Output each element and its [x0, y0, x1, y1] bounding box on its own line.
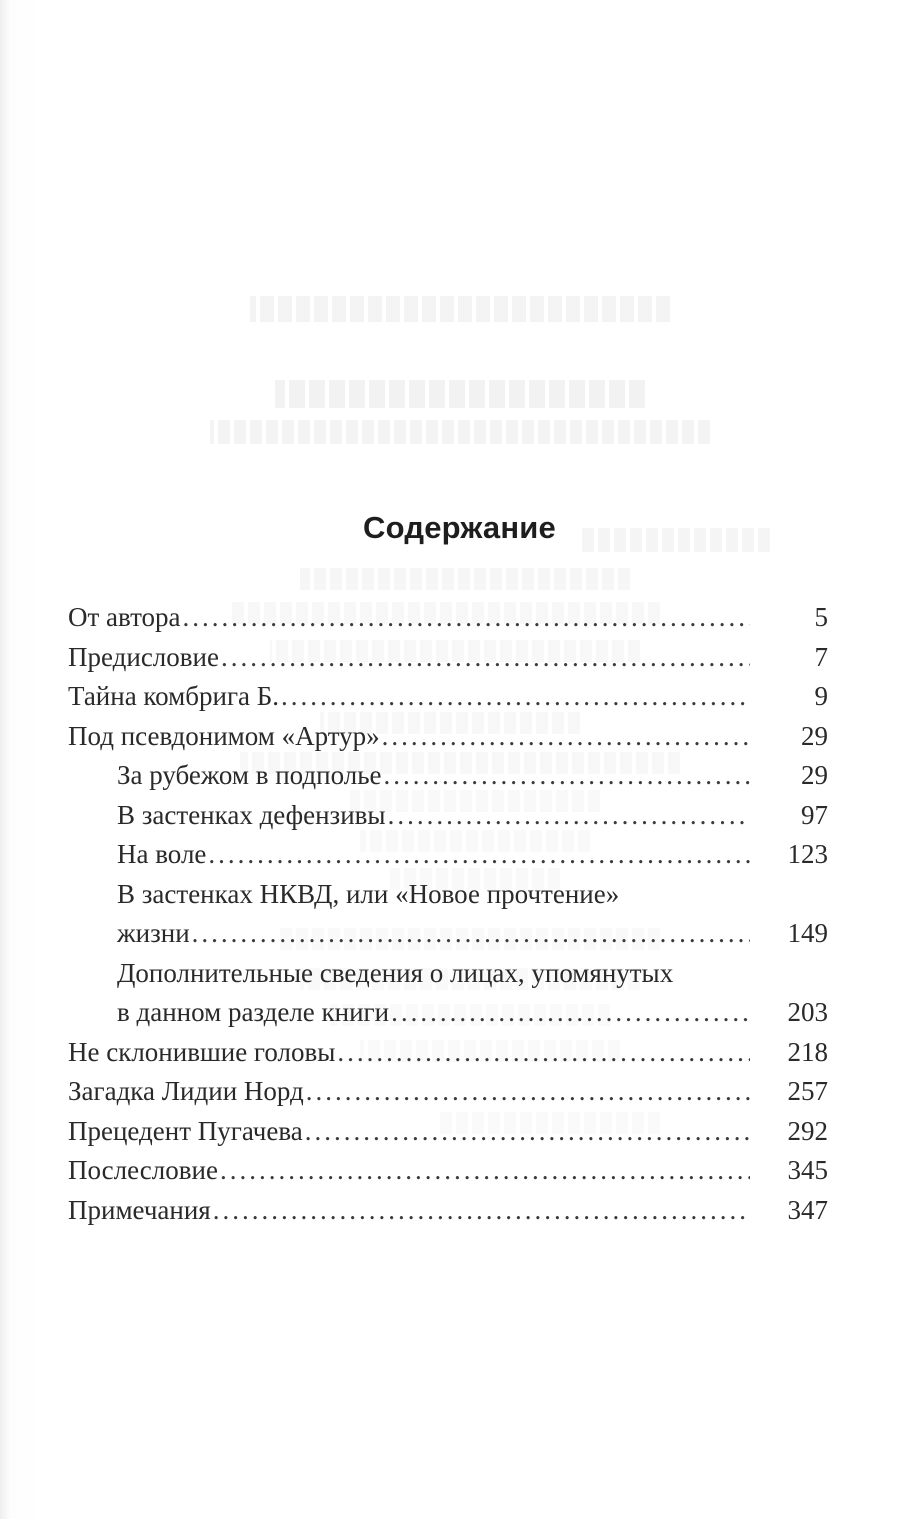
toc-entry[interactable]	[68, 598, 828, 638]
toc-subentry[interactable]	[68, 875, 828, 954]
toc-entry-page: 347	[787, 1194, 828, 1225]
toc-entry-label: Не склонившие головы	[68, 1036, 336, 1067]
toc-entry-label: Примечания	[68, 1194, 211, 1225]
toc-entry[interactable]	[68, 1191, 828, 1231]
toc-subentry[interactable]	[68, 756, 828, 796]
toc-entry-page: 292	[787, 1115, 828, 1146]
toc-entry-label: Послесловие	[68, 1155, 218, 1185]
leader-dots	[221, 638, 750, 678]
toc-entry-label: Предисловие	[68, 641, 219, 672]
toc-entry[interactable]	[68, 1072, 828, 1112]
leader-dots	[306, 1072, 750, 1112]
toc-entry-label-line1: Дополнительные сведения о лицах, упомянутых	[117, 957, 674, 988]
leader-dots	[391, 993, 750, 1033]
toc-entry-label: От автора	[68, 602, 181, 632]
toc-entry-label: Прецедент Пугачева	[68, 1115, 303, 1146]
toc-entry-label: В застенках дефензивы	[117, 799, 386, 830]
toc-subentry[interactable]	[68, 796, 828, 836]
leader-dots	[208, 835, 750, 875]
leader-dots	[281, 677, 750, 717]
leader-dots	[305, 1112, 750, 1152]
leader-dots	[388, 796, 750, 836]
toc-entry-page: 149	[787, 918, 828, 948]
leader-dots	[220, 1151, 750, 1191]
toc-entry-label-line1: В застенках НКВД, или «Новое прочтение»	[117, 878, 620, 909]
toc-entry-page: 123	[787, 839, 828, 869]
toc-entry-page: 9	[814, 681, 828, 711]
toc-entry-label: За рубежом в подполье	[117, 760, 382, 790]
toc-entry-label: Загадка Лидии Норд	[68, 1076, 304, 1106]
toc-entry-label: На воле	[117, 839, 207, 869]
leader-dots	[192, 914, 750, 954]
table-of-contents	[68, 598, 828, 1230]
leader-dots	[337, 1033, 750, 1073]
toc-entry[interactable]	[68, 717, 828, 757]
toc-entry[interactable]	[68, 1033, 828, 1073]
leader-dots	[213, 1191, 750, 1231]
toc-entry[interactable]	[68, 1151, 828, 1191]
toc-entry[interactable]	[68, 1112, 828, 1152]
toc-entry-label: Под псевдонимом «Артур»	[68, 720, 380, 751]
toc-entry-page: 218	[787, 1036, 828, 1067]
toc-entry-label: в данном разделе книги	[117, 997, 390, 1027]
page-title: Содержание	[363, 510, 556, 545]
toc-entry-page: 203	[787, 997, 828, 1027]
toc-entry-label: жизни	[117, 918, 190, 948]
leader-dots	[183, 598, 750, 638]
toc-entry-label: Тайна комбрига Б.	[68, 681, 280, 711]
toc-subentry[interactable]	[68, 835, 828, 875]
leader-dots	[384, 756, 751, 796]
toc-entry-page: 257	[787, 1076, 828, 1106]
toc-entry-page: 97	[801, 799, 828, 830]
toc-entry-page: 345	[787, 1155, 828, 1185]
toc-entry-page: 29	[801, 720, 828, 751]
toc-entry[interactable]	[68, 638, 828, 678]
toc-entry-page: 5	[814, 602, 828, 632]
toc-entry-page: 7	[814, 641, 828, 672]
toc-subentry[interactable]	[68, 954, 828, 1033]
toc-entry-page: 29	[801, 760, 828, 790]
toc-entry[interactable]	[68, 677, 828, 717]
leader-dots	[382, 717, 750, 757]
